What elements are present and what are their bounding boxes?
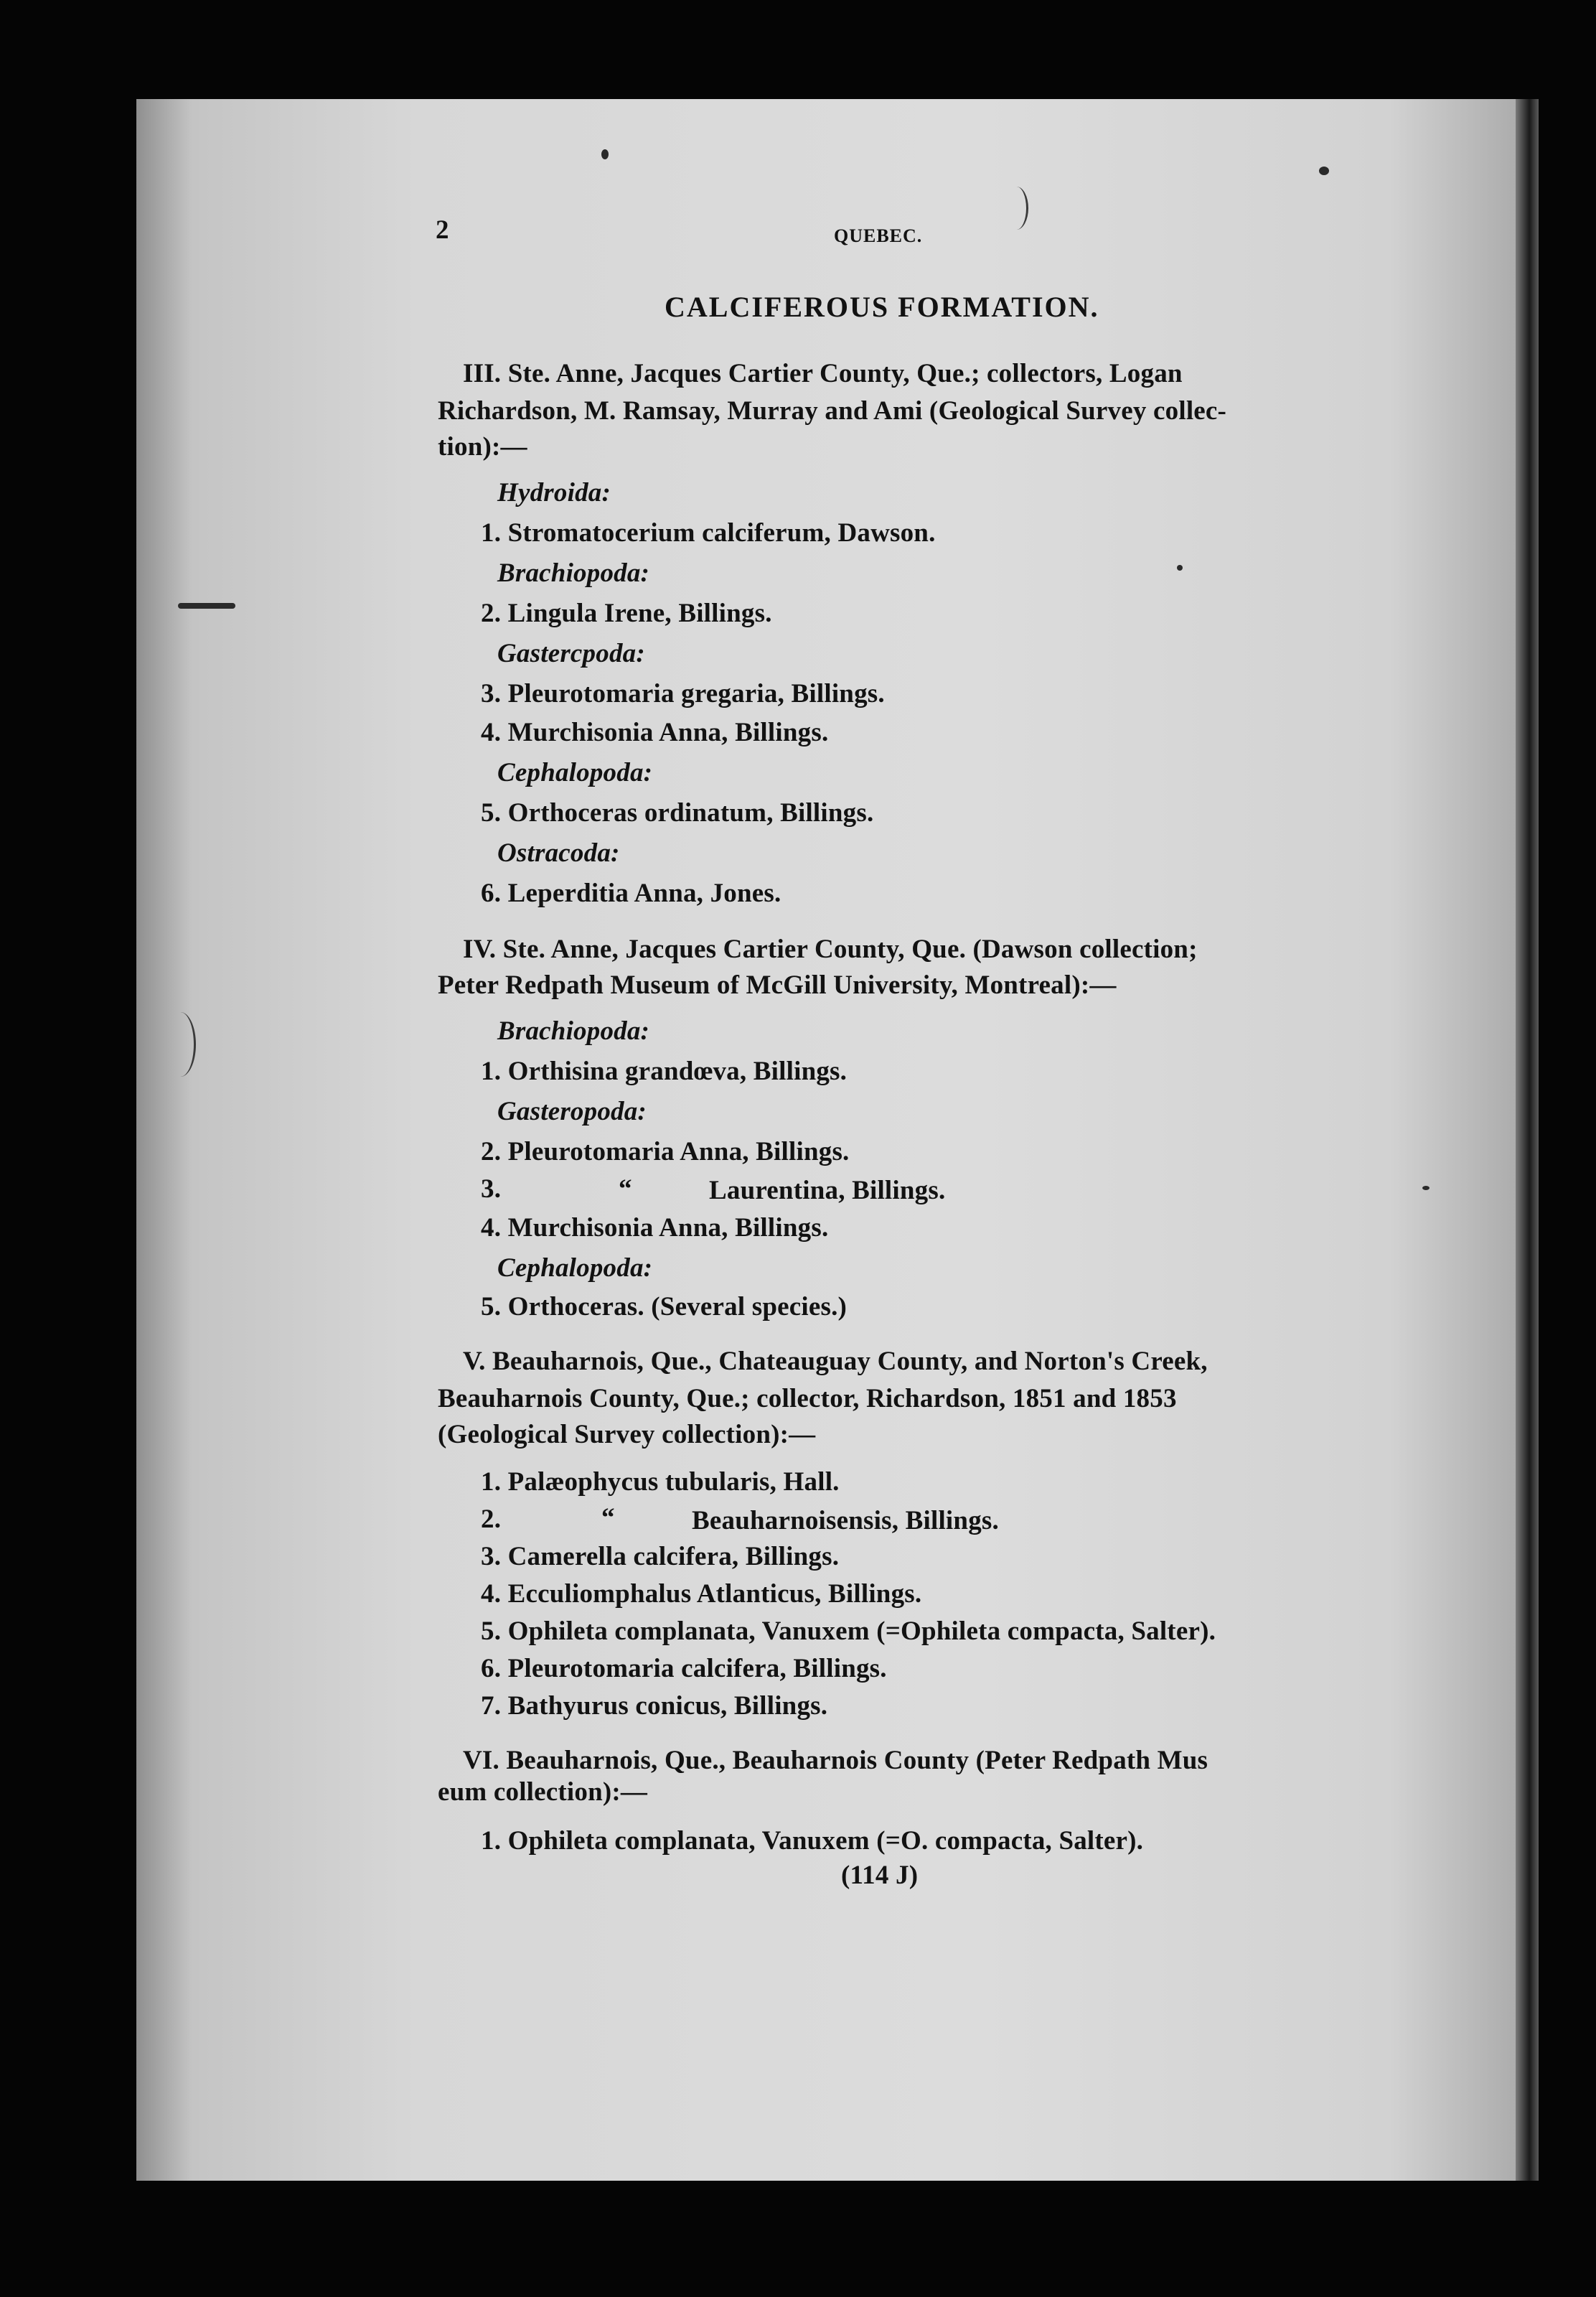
species-item: 5. Orthoceras. (Several species.) [481, 1292, 848, 1321]
section-intro-line: III. Ste. Anne, Jacques Cartier County, Que.; collectors, Logan [463, 359, 1183, 388]
taxon-category: Brachiopoda: [497, 558, 650, 588]
species-item: 4. Murchisonia Anna, Billings. [481, 718, 829, 747]
species-item: 7. Bathyurus conicus, Billings. [481, 1691, 828, 1721]
species-item: 4. Murchisonia Anna, Billings. [481, 1213, 829, 1243]
running-head: QUEBEC. [834, 225, 923, 246]
species-item: 5. Orthoceras ordinatum, Billings. [481, 798, 874, 828]
section-intro-line: (Geological Survey collection):— [438, 1420, 816, 1449]
species-item-rest: Beauharnoisensis, Billings. [692, 1506, 999, 1535]
scan-speck [601, 149, 609, 159]
taxon-category: Gastercpoda: [497, 639, 645, 668]
taxon-category: Hydroida: [497, 478, 611, 507]
taxon-category: Brachiopoda: [497, 1016, 650, 1046]
taxon-category: Ostracoda: [497, 838, 620, 868]
section-intro-line: Beauharnois County, Que.; collector, Richardson, 1851 and 1853 [438, 1384, 1177, 1413]
taxon-category: Cephalopoda: [497, 1253, 653, 1283]
species-item: 4. Ecculiomphalus Atlanticus, Billings. [481, 1579, 922, 1609]
species-item: 6. Pleurotomaria calcifera, Billings. [481, 1654, 887, 1683]
scan-speck [1177, 565, 1183, 571]
scan-mark [1005, 187, 1028, 230]
species-item: 3. Pleurotomaria gregaria, Billings. [481, 679, 885, 708]
species-item: 6. Leperditia Anna, Jones. [481, 879, 781, 908]
taxon-category: Gasteropoda: [497, 1097, 647, 1126]
book-spine [1516, 99, 1539, 2181]
section-intro-line: VI. Beauharnois, Que., Beauharnois County (Peter Redpath Mus [463, 1746, 1208, 1775]
species-item: 5. Ophileta complanata, Vanuxem (=Ophileta compacta, Salter). [481, 1617, 1216, 1646]
scan-speck [1319, 167, 1329, 175]
species-item: 1. Stromatocerium calciferum, Dawson. [481, 518, 936, 548]
section-title: CALCIFEROUS FORMATION. [665, 291, 1099, 323]
ditto-mark: “ [601, 1503, 615, 1533]
page-footer-signature: (114 J) [841, 1861, 919, 1890]
section-intro-line: V. Beauharnois, Que., Chateauguay County, and Norton's Creek, [463, 1347, 1208, 1376]
section-intro-line: Richardson, M. Ramsay, Murray and Ami (Geological Survey collec- [438, 396, 1227, 426]
section-intro-line: tion):— [438, 432, 527, 462]
section-intro-line: eum collection):— [438, 1777, 648, 1807]
section-intro-line: Peter Redpath Museum of McGill University, Montreal):— [438, 970, 1117, 1000]
species-item: 1. Palæophycus tubularis, Hall. [481, 1467, 840, 1497]
scan-speck [178, 603, 235, 609]
species-item-rest: Laurentina, Billings. [709, 1176, 946, 1205]
species-item: 1. Orthisina grandœva, Billings. [481, 1057, 848, 1086]
species-item: 2. Lingula Irene, Billings. [481, 599, 772, 628]
scan-speck [1422, 1186, 1430, 1190]
section-intro-line: IV. Ste. Anne, Jacques Cartier County, Que. (Dawson collection; [463, 935, 1198, 964]
ditto-mark: “ [619, 1174, 632, 1204]
scan-mark [165, 1012, 196, 1077]
species-item: 2. Pleurotomaria Anna, Billings. [481, 1137, 850, 1166]
species-item: 3. Camerella calcifera, Billings. [481, 1542, 840, 1571]
species-item-number: 3. [481, 1174, 502, 1204]
page-number: 2 [436, 215, 449, 245]
species-item: 1. Ophileta complanata, Vanuxem (=O. compacta, Salter). [481, 1826, 1144, 1856]
species-item-number: 2. [481, 1505, 502, 1534]
taxon-category: Cephalopoda: [497, 758, 653, 787]
